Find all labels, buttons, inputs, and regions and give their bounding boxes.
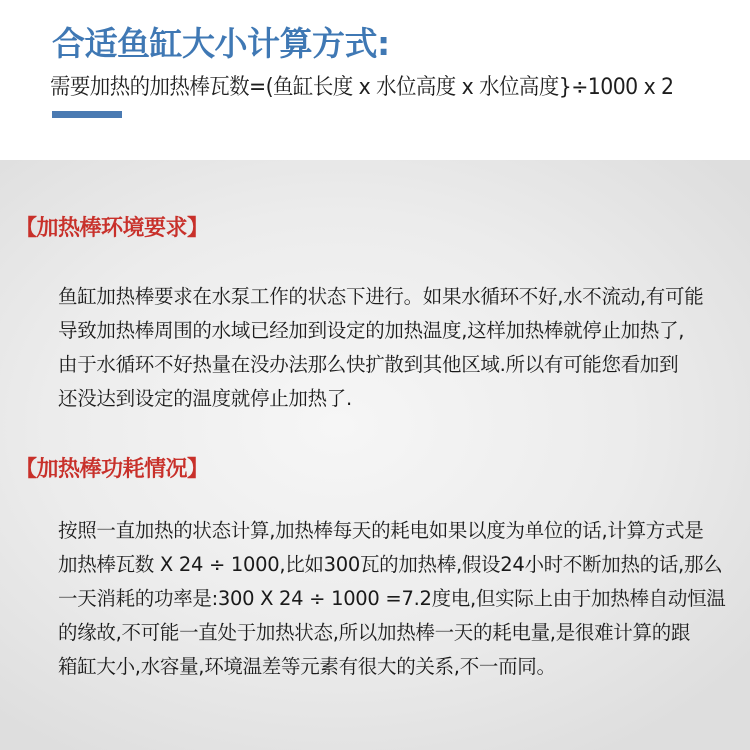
page-title: 合适鱼缸大小计算方式:	[52, 24, 390, 63]
paragraph-line: 加热棒瓦数 X 24 ÷ 1000,比如300瓦的加热棒,假设24小时不断加热的话,那么	[58, 553, 723, 576]
paragraph-line: 一天消耗的功率是:300 X 24 ÷ 1000 =7.2度电,但实际上由于加热棒自动恒温	[58, 587, 726, 610]
paragraph-line: 按照一直加热的状态计算,加热棒每天的耗电如果以度为单位的话,计算方式是	[58, 519, 704, 542]
section-heading-environment-requirements: 【加热棒环境要求】	[15, 216, 209, 241]
section-heading-power-consumption: 【加热棒功耗情况】	[15, 457, 209, 482]
paragraph-line: 鱼缸加热棒要求在水泵工作的状态下进行。如果水循环不好,水不流动,有可能	[58, 285, 704, 308]
power-consumption-paragraph	[58, 514, 725, 684]
paragraph-line: 由于水循环不好热量在没办法那么快扩散到其他区域.所以有可能您看加到	[58, 353, 679, 376]
paragraph-line: 箱缸大小,水容量,环境温差等元素有很大的关系,不一而同。	[58, 655, 556, 678]
content-section	[0, 160, 750, 750]
heater-wattage-formula: 需要加热的加热棒瓦数=(鱼缸长度 x 水位高度 x 水位高度}÷1000 x 2	[50, 75, 674, 100]
accent-bar-divider	[52, 111, 122, 118]
paragraph-line: 还没达到设定的温度就停止加热了.	[58, 387, 352, 410]
paragraph-line: 的缘故,不可能一直处于加热状态,所以加热棒一天的耗电量,是很难计算的跟	[58, 621, 691, 644]
header-section	[0, 0, 750, 160]
environment-requirements-paragraph	[58, 280, 703, 416]
paragraph-line: 导致加热棒周围的水域已经加到设定的加热温度,这样加热棒就停止加热了,	[58, 319, 685, 342]
